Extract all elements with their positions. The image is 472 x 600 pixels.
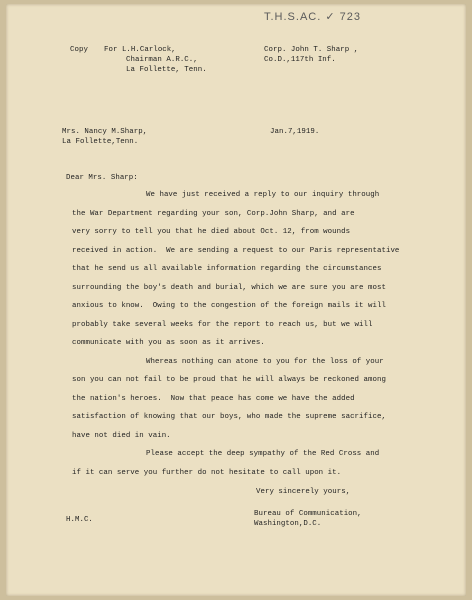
body-line: anxious to know. Owing to the congestion of the foreign mails it will: [72, 302, 386, 310]
body-line: very sorry to tell you that he died about Oct. 12, from wounds: [72, 228, 351, 236]
body-line: have not died in vain.: [72, 432, 171, 440]
sender-line-1: Corp. John T. Sharp ,: [264, 46, 359, 54]
signature-line-2: Washington,D.C.: [254, 520, 322, 528]
body-line: satisfaction of knowing that our boys, who made the supreme sacrifice,: [72, 413, 386, 421]
cc-line-3: La Follette, Tenn.: [126, 66, 207, 74]
body-line: We have just received a reply to our inquiry through: [146, 191, 380, 199]
cc-line-2: Chairman A.R.C.,: [126, 56, 198, 64]
body-line: if it can serve you further do not hesitate to call upon it.: [72, 469, 342, 477]
body-line: that he send us all available information regarding the circumstances: [72, 265, 382, 273]
body-line: son you can not fail to be proud that he will always be reckoned among: [72, 376, 386, 384]
body-line: probably take several weeks for the report to reach us, but we will: [72, 321, 373, 329]
recipient-name: Mrs. Nancy M.Sharp,: [62, 128, 148, 136]
salutation: Dear Mrs. Sharp:: [66, 174, 138, 182]
copy-label: Copy: [70, 46, 88, 54]
sender-line-2: Co.D.,117th Inf.: [264, 56, 336, 64]
initials: H.M.C.: [66, 516, 93, 524]
letter-date: Jan.7,1919.: [270, 128, 320, 136]
cc-line-1: For L.H.Carlock,: [104, 46, 176, 54]
signature-line-1: Bureau of Communication,: [254, 510, 362, 518]
body-line: Whereas nothing can atone to you for the loss of your: [146, 358, 384, 366]
letter-page: [6, 4, 466, 596]
body-line: the War Department regarding your son, Corp.John Sharp, and are: [72, 210, 355, 218]
body-line: received in action. We are sending a request to our Paris representative: [72, 247, 400, 255]
body-line: Please accept the deep sympathy of the Red Cross and: [146, 450, 380, 458]
body-line: surrounding the boy's death and burial, which we are sure you are most: [72, 284, 386, 292]
archive-stamp: T.H.S.AC. ✓ 723: [264, 11, 361, 23]
closing: Very sincerely yours,: [256, 488, 351, 496]
body-line: communicate with you as soon as it arrives.: [72, 339, 265, 347]
body-line: the nation's heroes. Now that peace has come we have the added: [72, 395, 355, 403]
recipient-address: La Follette,Tenn.: [62, 138, 139, 146]
